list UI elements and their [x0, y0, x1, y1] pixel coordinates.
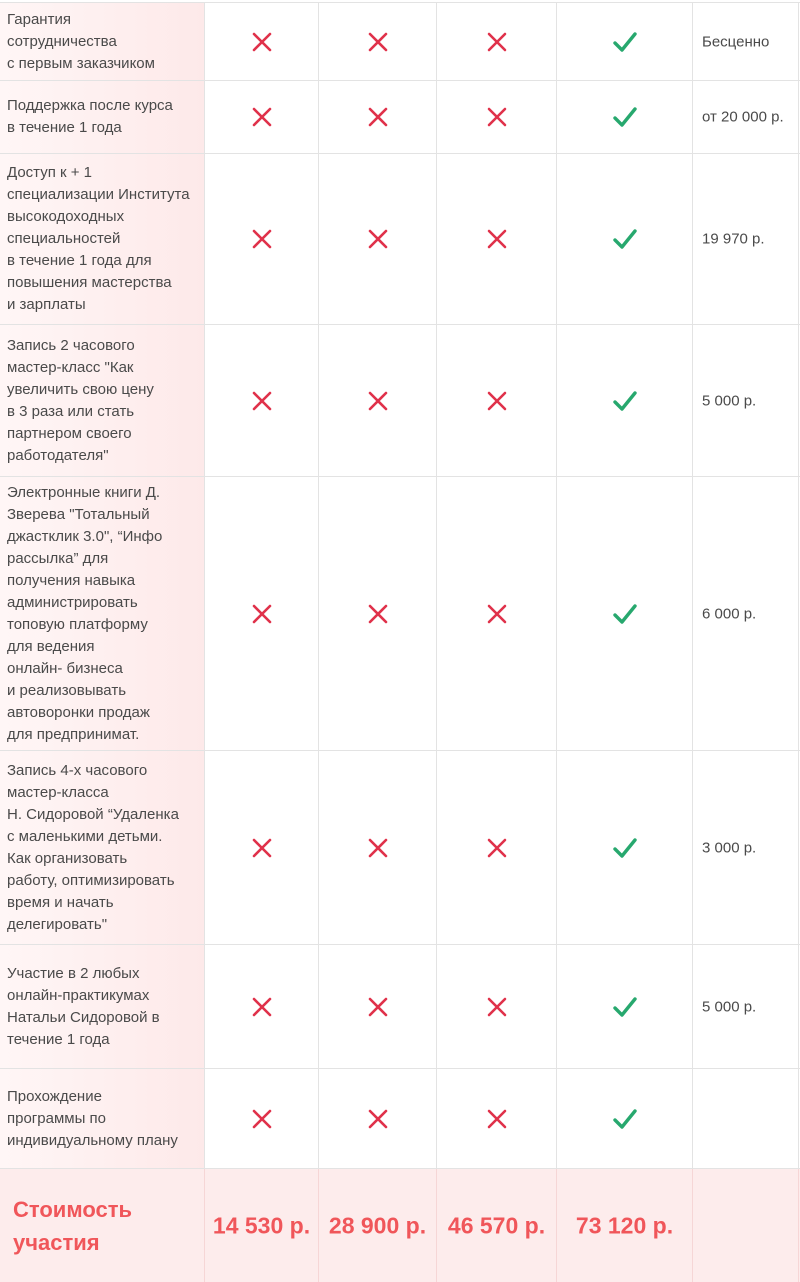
- feature-cell: [0, 154, 205, 324]
- cross-icon: [249, 388, 275, 414]
- table-row: [0, 944, 800, 1068]
- total-price: 28 900 р.: [328, 1212, 427, 1238]
- feature-cell: [0, 3, 205, 80]
- plan-3-cell: [437, 3, 557, 80]
- feature-label: Гарантия сотрудничества с первым заказчиком: [7, 10, 155, 72]
- cross-icon: [249, 226, 275, 252]
- plan-4-cell: [557, 1069, 693, 1168]
- feature-cell: [0, 477, 205, 750]
- cross-icon: [249, 104, 275, 130]
- table-row: [0, 1068, 800, 1168]
- cross-icon: [365, 994, 391, 1020]
- table-row: [0, 324, 800, 476]
- cross-icon: [365, 388, 391, 414]
- cross-icon: [484, 994, 510, 1020]
- value-price: 5 000 р.: [702, 392, 757, 409]
- feature-cell: [0, 945, 205, 1068]
- total-row: [0, 1168, 800, 1282]
- plan-1-cell: [205, 325, 319, 476]
- plan-3-cell: [437, 1069, 557, 1168]
- plan-3-cell: [437, 751, 557, 944]
- cross-icon: [484, 601, 510, 627]
- value-cell: [693, 945, 799, 1068]
- feature-label: Запись 4-х часового мастер-класса Н. Сидоровой “Удаленка с маленькими детьми. Как организовать работу, оптимизировать время и начать делегировать": [7, 761, 179, 933]
- plan-2-cell: [319, 325, 437, 476]
- value-cell: [693, 154, 799, 324]
- check-icon: [612, 601, 638, 627]
- value-cell: [693, 477, 799, 750]
- table-row: [0, 476, 800, 750]
- check-icon: [612, 104, 638, 130]
- check-icon: [612, 835, 638, 861]
- plan-1-cell: [205, 81, 319, 153]
- check-icon: [612, 388, 638, 414]
- plan-1-cell: [205, 1069, 319, 1168]
- value-price: 6 000 р.: [702, 605, 757, 622]
- plan-2-cell: [319, 751, 437, 944]
- plan-3-cell: [437, 477, 557, 750]
- plan-2-cell: [319, 1069, 437, 1168]
- plan-3-cell: [437, 154, 557, 324]
- total-price-cell: [557, 1169, 693, 1282]
- plan-1-cell: [205, 477, 319, 750]
- cross-icon: [484, 388, 510, 414]
- plan-4-cell: [557, 477, 693, 750]
- plan-1-cell: [205, 3, 319, 80]
- cross-icon: [365, 226, 391, 252]
- value-price: от 20 000 р.: [702, 108, 784, 126]
- cross-icon: [365, 1106, 391, 1132]
- table-row: [0, 153, 800, 324]
- cross-icon: [365, 835, 391, 861]
- cross-icon: [484, 29, 510, 55]
- feature-label: Прохождение программы по индивидуальному плану: [7, 1087, 178, 1149]
- feature-label: Доступ к + 1 специализации Института высокодоходных специальностей в течение 1 года для повышения мастерства и зарплаты: [7, 164, 190, 313]
- check-icon: [612, 1106, 638, 1132]
- feature-label: Электронные книги Д. Зверева "Тотальный джастклик 3.0", “Инфо рассылка” для получения навыка администрировать топовую платформу для ведения онлайн- бизнеса и реализовывать автоворонки продаж для предпринимат.: [7, 483, 163, 743]
- total-label-cell: [0, 1169, 205, 1282]
- plan-4-cell: [557, 945, 693, 1068]
- plan-1-cell: [205, 154, 319, 324]
- feature-cell: [0, 1069, 205, 1168]
- cross-icon: [249, 835, 275, 861]
- check-icon: [612, 226, 638, 252]
- check-icon: [612, 29, 638, 55]
- total-price-cell: [693, 1169, 799, 1282]
- cross-icon: [365, 29, 391, 55]
- cross-icon: [249, 601, 275, 627]
- plan-1-cell: [205, 945, 319, 1068]
- cross-icon: [249, 994, 275, 1020]
- value-cell: [693, 81, 799, 153]
- value-cell: [693, 325, 799, 476]
- table-row: [0, 2, 800, 80]
- table-row: [0, 80, 800, 153]
- feature-label: Участие в 2 любых онлайн-практикумах Натальи Сидоровой в течение 1 года: [7, 964, 160, 1048]
- plan-4-cell: [557, 325, 693, 476]
- plan-2-cell: [319, 3, 437, 80]
- plan-2-cell: [319, 154, 437, 324]
- cross-icon: [484, 835, 510, 861]
- plan-3-cell: [437, 945, 557, 1068]
- value-cell: [693, 1069, 799, 1168]
- value-cell: [693, 3, 799, 80]
- plan-3-cell: [437, 81, 557, 153]
- cross-icon: [365, 104, 391, 130]
- plan-2-cell: [319, 477, 437, 750]
- plan-4-cell: [557, 3, 693, 80]
- plan-2-cell: [319, 81, 437, 153]
- plan-4-cell: [557, 81, 693, 153]
- value-cell: [693, 751, 799, 944]
- total-price: 73 120 р.: [575, 1212, 674, 1238]
- plan-1-cell: [205, 751, 319, 944]
- table-row: [0, 750, 800, 944]
- total-price-cell: [205, 1169, 319, 1282]
- feature-label: Поддержка после курса в течение 1 года: [7, 97, 173, 136]
- total-price-cell: [319, 1169, 437, 1282]
- value-price: 19 970 р.: [702, 230, 765, 248]
- cross-icon: [249, 1106, 275, 1132]
- value-price: 5 000 р.: [702, 998, 757, 1015]
- feature-cell: [0, 325, 205, 476]
- value-price: 3 000 р.: [702, 839, 757, 856]
- cross-icon: [249, 29, 275, 55]
- cross-icon: [484, 1106, 510, 1132]
- total-price: 14 530 р.: [212, 1212, 311, 1238]
- check-icon: [612, 994, 638, 1020]
- cross-icon: [365, 601, 391, 627]
- feature-cell: [0, 751, 205, 944]
- total-label: Стоимость участия: [13, 1196, 133, 1255]
- cross-icon: [484, 226, 510, 252]
- feature-label: Запись 2 часового мастер-класс "Как увеличить свою цену в 3 раза или стать партнером своего работодателя": [7, 336, 154, 464]
- plan-2-cell: [319, 945, 437, 1068]
- total-price-cell: [437, 1169, 557, 1282]
- total-price: 46 570 р.: [447, 1212, 546, 1238]
- value-price: Бесценно: [702, 33, 770, 50]
- cross-icon: [484, 104, 510, 130]
- plan-4-cell: [557, 751, 693, 944]
- plan-3-cell: [437, 325, 557, 476]
- feature-cell: [0, 81, 205, 153]
- plan-4-cell: [557, 154, 693, 324]
